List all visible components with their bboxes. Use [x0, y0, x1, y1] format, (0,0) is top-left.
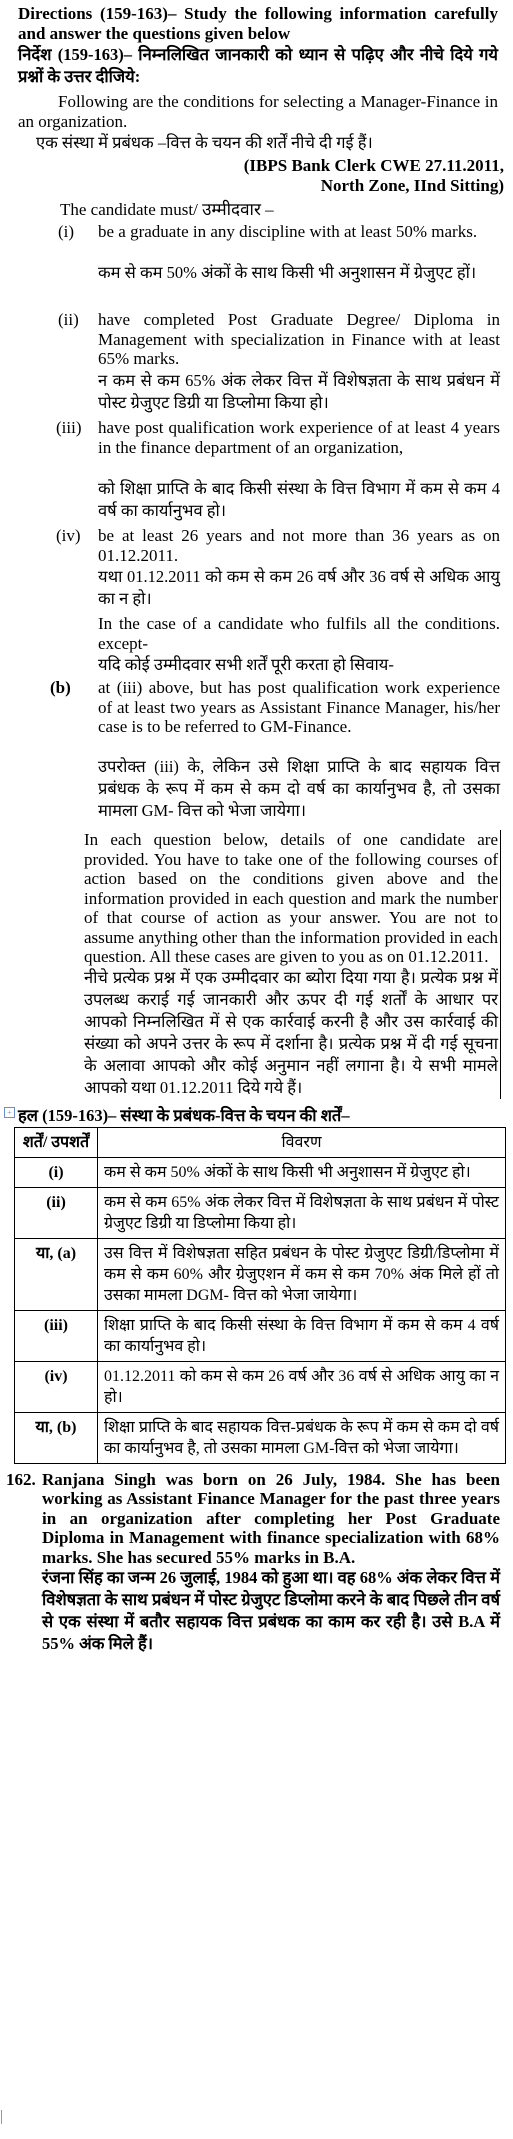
table-row	[15, 1310, 506, 1361]
col-description-header: विवरण	[98, 1127, 506, 1157]
condition-iii-hi: को शिक्षा प्राप्ति के बाद किसी संस्था के वित्त विभाग में कम से कम 4 वर्ष का कार्यानुभव हो।	[98, 479, 500, 520]
condition-iii-en: have post qualification work experience of at least 4 years in the finance department of an organization,	[98, 418, 500, 457]
condition-b-hi: उपरोक्त (iii) के, लेकिन उसे शिक्षा प्राप्ति के बाद सहायक वित्त प्रबंधक के रूप में कम से कम दो वर्ष का कार्यानुभव है, तो उसका मामला GM- वित्त को भेजा जायेगा।	[98, 757, 500, 820]
margin-mark	[1, 2110, 6, 2124]
row-label: (iii)	[15, 1310, 98, 1361]
instructions-en-flow: In each question below, details of one candidate are provided. You have to take one of the following courses of action based on the conditions given above and the information provided in each question and mark the number of that course of action as your answer. You are not to assume anything other than the information provided in each question. All these cases are given to you as on 01.12.2011.	[84, 830, 501, 967]
row-label: (ii)	[15, 1187, 98, 1238]
condition-ii-en: have completed Post Graduate Degree/ Diploma in Management with specialization in Finance with at least 65% marks.	[98, 310, 500, 368]
table-row	[15, 1187, 506, 1238]
row-text: शिक्षा प्राप्ति के बाद किसी संस्था के वित्त विभाग में कम से कम 4 वर्ष का कार्यानुभव हो।	[98, 1310, 506, 1361]
candidate-must: The candidate must/ उम्मीदवार –	[60, 200, 274, 219]
anchor-icon: +	[4, 1107, 15, 1118]
row-label: या, (b)	[15, 1412, 98, 1463]
question-162	[0, 1470, 513, 1656]
except-hi: यदि कोई उम्मीदवार सभी शर्तें पूरी करता हो सिवाय-	[98, 655, 394, 674]
table-row	[15, 1361, 506, 1412]
row-text: शिक्षा प्राप्ति के बाद सहायक वित्त-प्रबंधक के रूप में कम से कम दो वर्ष का कार्यानुभव है, तो उसका मामला GM-वित्त को भेजा जायेगा।	[98, 1412, 506, 1463]
condition-iv-en: be at least 26 years and not more than 36 years as on 01.12.2011.	[98, 526, 500, 565]
solution-table	[14, 1127, 506, 1464]
condition-b-en: at (iii) above, but has post qualification work experience of at least two years as Assistant Finance Manager, his/her case is to be referred to GM-Finance.	[98, 678, 500, 736]
instructions-hi: नीचे प्रत्येक प्रश्न में एक उम्मीदवार का ब्योरा दिया गया है। प्रत्येक प्रश्न में उपलब्ध कराई गई जानकारी और ऊपर दी गई शर्तों के आधार पर आपको निम्नलिखित में से एक कार्रवाई करनी है और उस कार्रवाई की संख्या को अपने उत्तर के रूप में दर्शाना है। प्रत्येक प्रश्न में दी गई सूचना के अलावा आपको और कोई अनुमान नहीं लगाना है। ये सभी मामले आपको यथा 01.12.2011 दिये गये हैं।	[84, 967, 501, 1099]
directions-en: Directions (159-163)– Study the following information carefully and answer the questions given below	[18, 4, 498, 43]
solution-header-row	[15, 1127, 506, 1157]
table-row	[15, 1157, 506, 1187]
condition-iv-label: (iv)	[56, 526, 81, 545]
row-label: या, (a)	[15, 1238, 98, 1310]
condition-iii-label: (iii)	[56, 418, 82, 437]
row-text: उस वित्त में विशेषज्ञता सहित प्रबंधन के पोस्ट ग्रेजुएट डिग्री/डिप्लोमा में कम से कम 60% और ग्रेजुएशन में कम से कम 70% अंक मिले हों तो उसका मामला DGM- वित्त को भेजा जायेगा।	[98, 1238, 506, 1310]
col-conditions-header: शर्तें/ उपशर्तें	[15, 1127, 98, 1157]
row-text: 01.12.2011 को कम से कम 26 वर्ष और 36 वर्ष से अधिक आयु का न हो।	[98, 1361, 506, 1412]
condition-i-hi: कम से कम 50% अंकों के साथ किसी भी अनुशासन में ग्रेजुएट हों।	[98, 263, 477, 282]
exam-line-1: (IBPS Bank Clerk CWE 27.11.2011,	[243, 156, 504, 175]
lower-section	[0, 830, 513, 1655]
condition-i-en: be a graduate in any discipline with at least 50% marks.	[98, 222, 478, 241]
condition-i-label: (i)	[58, 222, 75, 241]
table-row	[15, 1238, 506, 1310]
intro-en: Following are the conditions for selecting a Manager-Finance in an organization.	[18, 92, 498, 131]
condition-iv-hi: यथा 01.12.2011 को कम से कम 26 वर्ष और 36 वर्ष से अधिक आयु का न हो।	[98, 567, 500, 608]
intro-hi: एक संस्था में प्रबंधक –वित्त के चयन की शर्तें नीचे दी गई हैं।	[36, 133, 373, 152]
row-label: (i)	[15, 1157, 98, 1187]
row-text: कम से कम 65% अंक लेकर वित्त में विशेषज्ञता के साथ प्रबंधन में पोस्ट ग्रेजुएट डिग्री या डिप्लोमा किया हो।	[98, 1187, 506, 1238]
condition-b-label: (b)	[50, 678, 71, 697]
question-hi: रंजना सिंह का जन्म 26 जुलाई, 1984 को हुआ था। वह 68% अंक लेकर वित्त में विशेषज्ञता के साथ प्रबंधन में पोस्ट ग्रेजुएट डिप्लोमा करने के बाद पिछले तीन वर्ष से एक संस्था में बतौर सहायक वित्त प्रबंधक का काम कर रही है। उसे B.A में 55% अंक मिले हैं।	[42, 1568, 500, 1653]
table-row	[15, 1412, 506, 1463]
exam-line-2: North Zone, IInd Sitting)	[320, 176, 504, 195]
solution-heading: हल (159-163)– संस्था के प्रबंधक-वित्त के चयन की शर्तें–	[18, 1105, 350, 1125]
directions-hi: निर्देश (159-163)– निम्नलिखित जानकारी को ध्यान से पढ़िए और नीचे दिये गये प्रश्नों के उत्तर दीजिये:	[18, 45, 498, 86]
row-text: कम से कम 50% अंकों के साथ किसी भी अनुशासन में ग्रेजुएट हो।	[98, 1157, 506, 1187]
except-en: In the case of a candidate who fulfils all the conditions. except-	[98, 614, 500, 653]
row-label: (iv)	[15, 1361, 98, 1412]
condition-ii-label: (ii)	[58, 310, 79, 329]
question-number: 162.	[6, 1469, 36, 1489]
question-en: Ranjana Singh was born on 26 July, 1984. She has been working as Assistant Finance Manager for the past three years in an organization after completing her Post Graduate Diploma in Management with finance specialization with 68% marks. She has secured 55% marks in B.A.	[42, 1469, 500, 1567]
condition-ii-hi: न कम से कम 65% अंक लेकर वित्त में विशेषज्ञता के साथ प्रबंधन में पोस्ट ग्रेजुएट डिग्री या डिप्लोमा किया हो।	[98, 371, 500, 412]
